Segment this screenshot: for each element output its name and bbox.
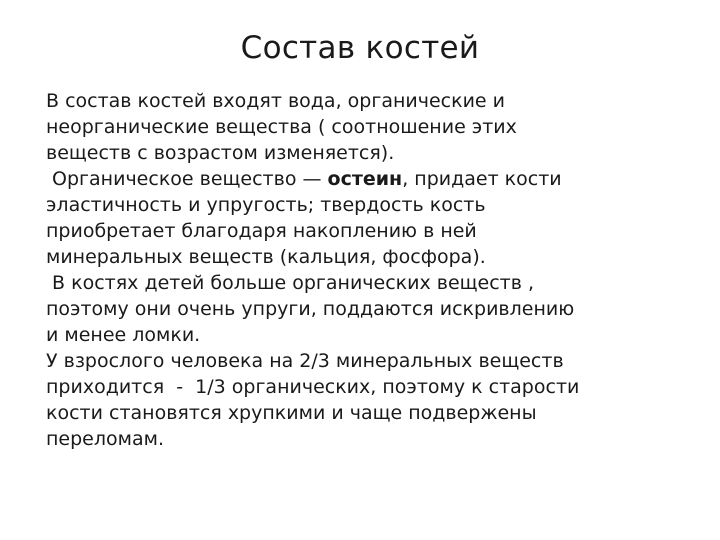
text-line: веществ с возрастом изменяется). [46, 142, 395, 164]
text-segment: , придает кости [402, 168, 562, 190]
text-line: У взрослого человека на 2/3 минеральных веществ [46, 350, 564, 372]
text-line [46, 166, 696, 192]
slide-title: Состав костей [240, 30, 480, 66]
text-line: эластичность и упругость; твердость кость [46, 194, 486, 216]
text-line: неорганические вещества ( соотношение этих [46, 116, 517, 138]
text-segment: Органическое вещество — [46, 168, 328, 190]
text-line: поэтому они очень упруги, поддаются искривлению [46, 298, 575, 320]
paragraph-composition [46, 88, 696, 166]
paragraph-organic-substance [46, 166, 696, 270]
text-line: минеральных веществ (кальция, фосфора). [46, 246, 486, 268]
text-line: приобретает благодаря накоплению в ней [46, 220, 477, 242]
text-line: и менее ломки. [46, 324, 201, 346]
text-line: переломам. [46, 428, 164, 450]
text-line: приходится - 1/3 органических, поэтому к старости [46, 376, 580, 398]
text-line: кости становятся хрупкими и чаще подвержены [46, 402, 537, 424]
text-line: В костях детей больше органических веществ , [46, 272, 535, 294]
text-line: В состав костей входят вода, органические и [46, 90, 505, 112]
term-ostein: остеин [327, 168, 403, 190]
paragraph-children-bones [46, 270, 696, 348]
paragraph-adult-bones [46, 348, 696, 452]
slide-body [46, 88, 696, 452]
